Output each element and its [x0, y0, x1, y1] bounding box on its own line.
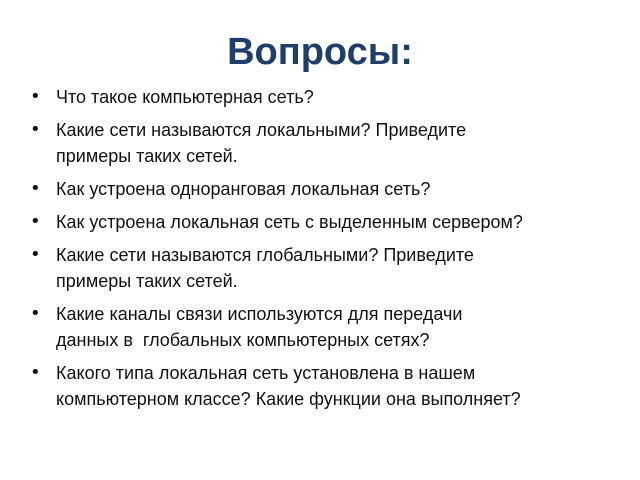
bullet-icon: • — [30, 119, 41, 140]
question-text-line2: данных в глобальных компьютерных сетях? — [56, 330, 430, 350]
question-item-7 — [28, 360, 628, 412]
question-text-line2: компьютерном классе? Какие функции она выполняет? — [56, 389, 521, 409]
questions-list — [28, 84, 628, 419]
question-text-line1: Как устроена одноранговая локальная сеть? — [56, 179, 431, 199]
question-item-4 — [28, 209, 628, 235]
bullet-icon: • — [30, 244, 41, 265]
question-text-line1: Какие каналы связи используются для передачи — [56, 304, 463, 324]
question-item-5 — [28, 242, 628, 294]
question-text-line2: примеры таких сетей. — [56, 146, 238, 166]
slide-title: Вопросы: — [227, 31, 413, 73]
question-item-6 — [28, 301, 628, 353]
bullet-icon: • — [30, 178, 41, 199]
question-text-line1: Какие сети называются глобальными? Приведите — [56, 245, 474, 265]
question-text-line1: Какие сети называются локальными? Приведите — [56, 120, 467, 140]
question-item-1 — [28, 84, 628, 110]
bullet-icon: • — [30, 86, 41, 107]
question-text-line1: Как устроена локальная сеть с выделенным сервером? — [56, 212, 523, 232]
bullet-icon: • — [30, 303, 41, 324]
question-text-line2: примеры таких сетей. — [56, 271, 238, 291]
bullet-icon: • — [30, 362, 41, 383]
bullet-icon: • — [30, 211, 41, 232]
question-text-line1: Какого типа локальная сеть установлена в нашем — [56, 363, 476, 383]
question-item-3 — [28, 176, 628, 202]
question-item-2 — [28, 117, 628, 169]
question-text-line1: Что такое компьютерная сеть? — [56, 87, 314, 107]
